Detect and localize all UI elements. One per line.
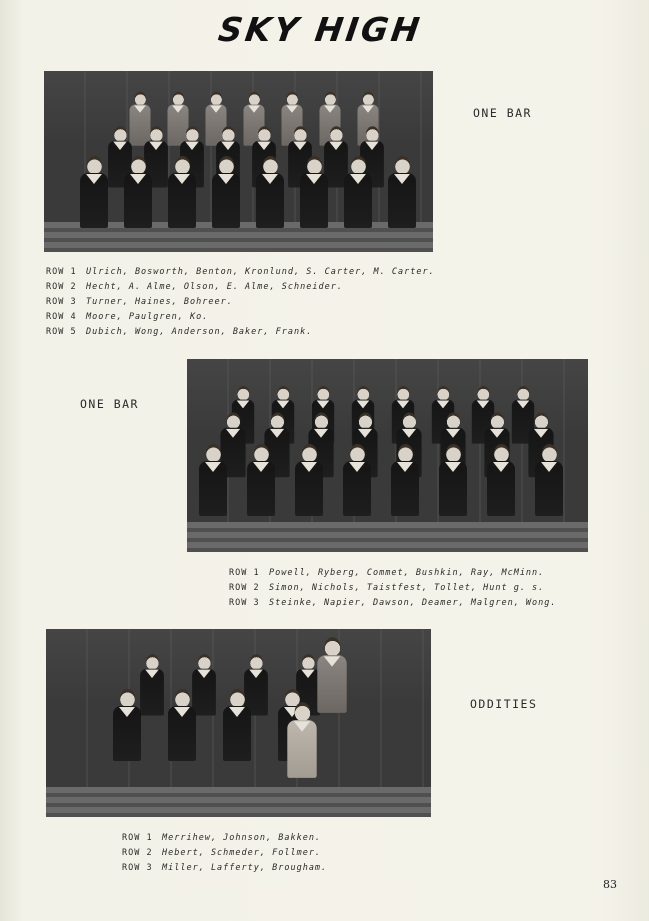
photo-person — [485, 444, 517, 514]
caption-rows-3 — [122, 831, 327, 876]
photo-person — [245, 444, 277, 514]
photo-person — [437, 444, 469, 514]
caption-row: ROW 1 Merrihew, Johnson, Bakken. — [122, 833, 322, 843]
page-title: SKY HIGH — [215, 10, 425, 49]
photo-person — [78, 156, 110, 226]
section-label-one-bar-2: ONE BAR — [80, 397, 139, 411]
caption-row: ROW 3 Steinke, Napier, Dawson, Deamer, Malgren, Wong. — [229, 598, 557, 608]
caption-row: ROW 1 Ulrich, Bosworth, Benton, Kronlund, S. Carter, M. Carter. — [46, 267, 435, 277]
caption-row: ROW 2 Simon, Nichols, Taistfest, Tollet, Hunt g. s. — [229, 583, 545, 593]
photo-person — [166, 689, 198, 759]
section-label-one-bar-1: ONE BAR — [473, 106, 532, 120]
caption-row: ROW 4 Moore, Paulgren, Ko. — [46, 312, 209, 322]
photo-person — [166, 156, 198, 226]
photo-person — [221, 689, 253, 759]
section-label-oddities: ODDITIES — [470, 697, 538, 711]
photo-person — [254, 156, 286, 226]
caption-row: ROW 2 Hecht, A. Alme, Olson, E. Alme, Schneider. — [46, 282, 343, 292]
photo-person — [389, 444, 421, 514]
photo-person — [197, 444, 229, 514]
photo-steps — [187, 522, 588, 552]
photo-person — [285, 702, 319, 776]
photo-person — [298, 156, 330, 226]
caption-row: ROW 3 Turner, Haines, Bohreer. — [46, 297, 233, 307]
photo-person — [341, 444, 373, 514]
photo-person — [293, 444, 325, 514]
caption-row: ROW 3 Miller, Lafferty, Brougham. — [122, 863, 328, 873]
photo-person — [342, 156, 374, 226]
photo-person — [111, 689, 143, 759]
group-photo-one-bar-1 — [44, 71, 433, 252]
caption-row: ROW 5 Dubich, Wong, Anderson, Baker, Frank. — [46, 327, 313, 337]
photo-person — [315, 637, 349, 711]
photo-person — [122, 156, 154, 226]
photo-person — [210, 156, 242, 226]
group-photo-one-bar-2 — [187, 359, 588, 552]
photo-steps — [46, 787, 431, 817]
page-number: 83 — [603, 878, 617, 891]
photo-person — [533, 444, 565, 514]
caption-rows-2 — [229, 566, 557, 611]
caption-row: ROW 1 Powell, Ryberg, Commet, Bushkin, Ray, McMinn. — [229, 568, 545, 578]
caption-row: ROW 2 Hebert, Schmeder, Follmer. — [122, 848, 322, 858]
photo-person — [386, 156, 418, 226]
group-photo-oddities — [46, 629, 431, 817]
caption-rows-1 — [46, 265, 435, 340]
